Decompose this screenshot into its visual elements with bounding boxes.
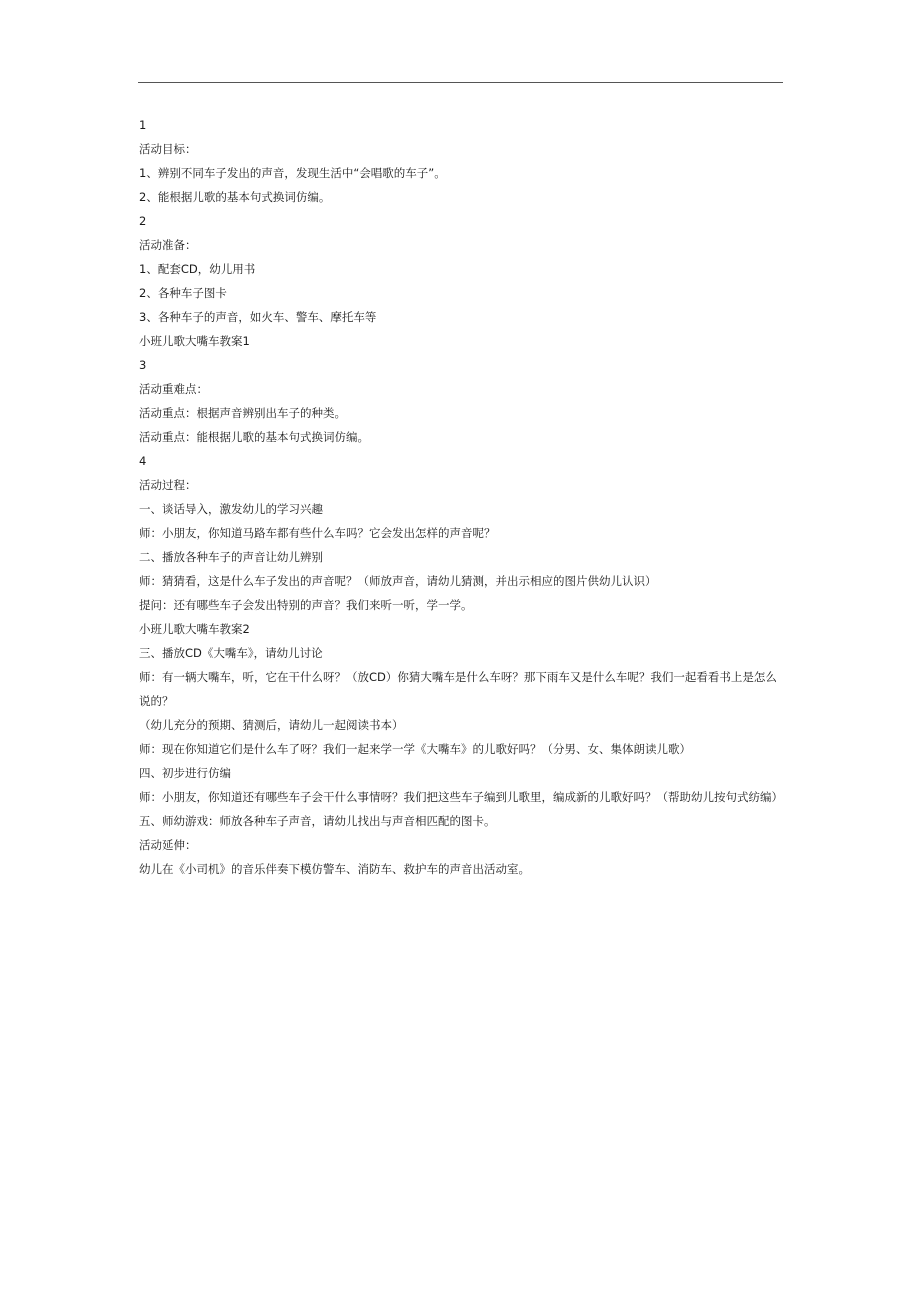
step-heading: 一、谈话导入，激发幼儿的学习兴趣 [139,502,323,516]
paragraph: 提问：还有哪些车子会发出特别的声音？我们来听一听，学一学。 [139,598,473,612]
list-item: 1、辨别不同车子发出的声音，发现生活中“会唱歌的车子”。 [139,166,446,180]
paragraph: （幼儿充分的预期、猜测后，请幼儿一起阅读书本） [139,718,404,732]
section-number: 1 [139,118,147,132]
list-item: 3、各种车子的声音，如火车、警车、摩托车等 [139,310,377,324]
section-heading: 活动重难点： [139,382,208,396]
section-number: 2 [139,214,147,228]
step-heading: 五、师幼游戏：师放各种车子声音，请幼儿找出与声音相匹配的图卡。 [139,814,496,828]
step-heading: 三、播放CD《大嘴车》，请幼儿讨论 [139,646,323,660]
section-heading: 活动延伸： [139,838,197,852]
document-title: 小班儿歌大嘴车教案1 [139,334,250,348]
paragraph: 师：小朋友，你知道马路车都有些什么车吗？它会发出怎样的声音呢？ [139,526,496,540]
document-body [139,113,784,881]
paragraph: 幼儿在《小司机》的音乐伴奏下模仿警车、消防车、救护车的声音出活动室。 [139,862,530,876]
paragraph: 师：有一辆大嘴车，听，它在干什么呀？（放CD）你猜大嘴车是什么车呀？那下雨车又是什么车呢？我们一起看看书上是怎么说的？ [139,670,777,708]
paragraph: 活动重点：能根据儿歌的基本句式换词仿编。 [139,430,369,444]
step-heading: 二、播放各种车子的声音让幼儿辨别 [139,550,323,564]
paragraph: 师：猜猜看，这是什么车子发出的声音呢？（师放声音，请幼儿猜测，并出示相应的图片供幼儿认识） [139,574,657,588]
section-heading: 活动目标： [139,142,197,156]
document-title: 小班儿歌大嘴车教案2 [139,622,250,636]
list-item: 1、配套CD，幼儿用书 [139,262,256,276]
list-item: 2、能根据儿歌的基本句式换词仿编。 [139,190,331,204]
section-number: 4 [139,454,147,468]
list-item: 2、各种车子图卡 [139,286,227,300]
header-rule [138,82,783,83]
paragraph: 师：现在你知道它们是什么车了呀？我们一起来学一学《大嘴车》的儿歌好吗？（分男、女、集体朗读儿歌） [139,742,691,756]
paragraph: 活动重点：根据声音辨别出车子的种类。 [139,406,346,420]
step-heading: 四、初步进行仿编 [139,766,231,780]
paragraph: 师：小朋友，你知道还有哪些车子会干什么事情呀？我们把这些车子编到儿歌里，编成新的儿歌好吗？（帮助幼儿按句式纺编） [139,790,783,804]
section-heading: 活动过程： [139,478,197,492]
section-heading: 活动准备： [139,238,197,252]
section-number: 3 [139,358,147,372]
